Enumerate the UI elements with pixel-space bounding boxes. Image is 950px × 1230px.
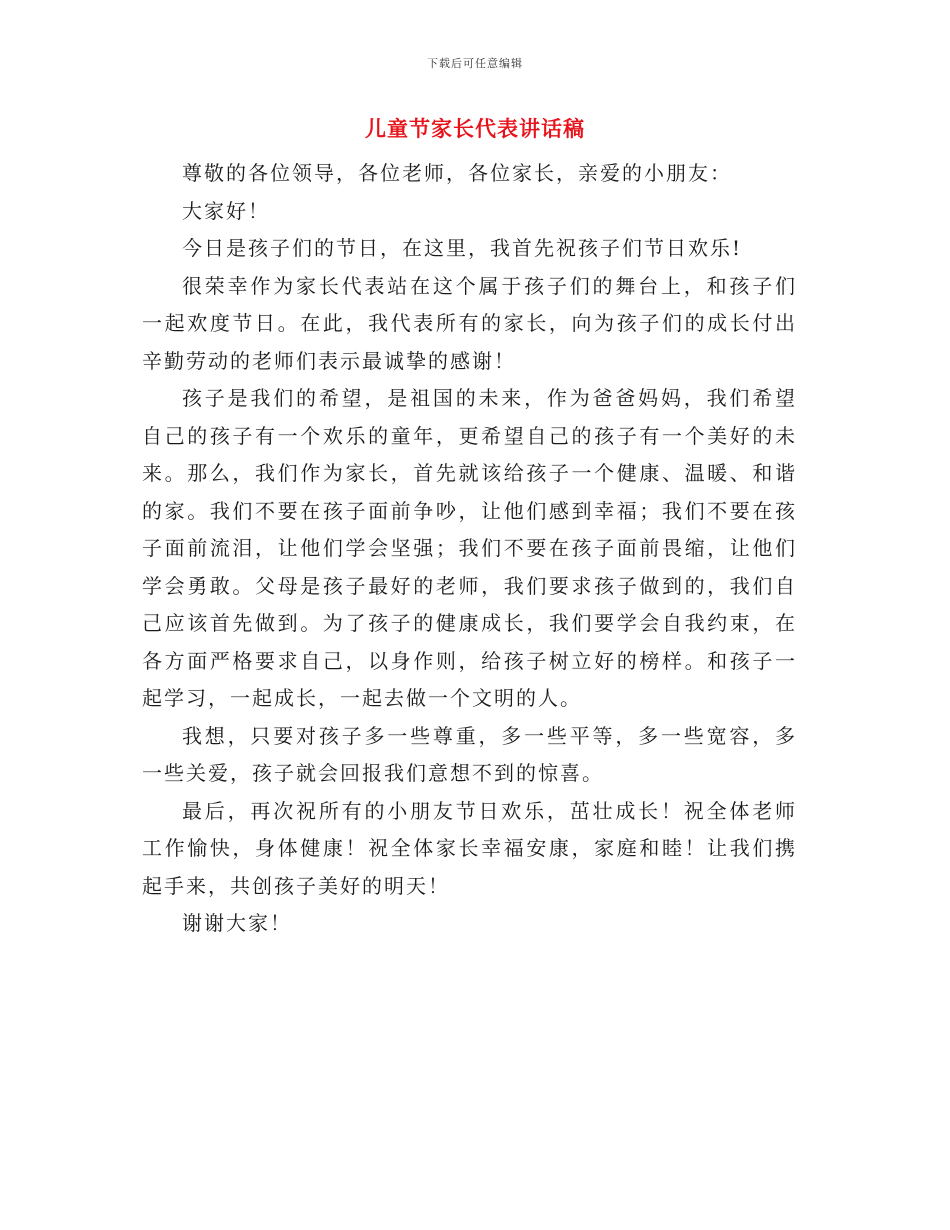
salutation-paragraph: 尊敬的各位领导，各位老师，各位家长，亲爱的小朋友： <box>182 161 732 185</box>
body-paragraph: 今日是孩子们的节日，在这里，我首先祝孩子们节日欢乐! <box>182 236 743 260</box>
greeting-paragraph: 大家好！ <box>182 198 270 223</box>
header-note: 下载后可任意编辑 <box>427 57 523 70</box>
body-paragraph: 孩子是我们的希望，是祖国的未来，作为爸爸妈妈，我们希望自己的孩子有一个欢乐的童年，更希望自己的孩子有一个美好的未来。那么，我们作为家长，首先就该给孩子一个健康、温暖、和谐的家。我们不要在孩子面前争吵，让他们感到幸福；我们不要在孩子面前流泪，让他们学会坚强；我们不要在孩子面前畏缩，让他们学会勇敢。父母是孩子最好的老师，我们要求孩子做到的，我们自己应该首先做到。为了孩子的健康成长，我们要学会自我约束，在各方面严格要求自己，以身作则，给孩子树立好的榜样。和孩子一起学习，一起成长，一起去做一个文明的人。 <box>142 386 797 710</box>
document-body <box>142 155 797 943</box>
body-paragraph: 最后，再次祝所有的小朋友节日欢乐，茁壮成长！祝全体老师工作愉快，身体健康！祝全体家长幸福安康，家庭和睦！让我们携起手来，共创孩子美好的明天！ <box>142 798 797 898</box>
document-title: 儿童节家长代表讲话稿 <box>365 117 585 141</box>
body-paragraph: 我想，只要对孩子多一些尊重，多一些平等，多一些宽容，多一些关爱，孩子就会回报我们意想不到的惊喜。 <box>142 723 797 785</box>
closing-paragraph: 谢谢大家！ <box>182 911 292 935</box>
body-paragraph: 很荣幸作为家长代表站在这个属于孩子们的舞台上，和孩子们一起欢度节日。在此，我代表所有的家长，向为孩子们的成长付出辛勤劳动的老师们表示最诚挚的感谢！ <box>142 273 797 373</box>
